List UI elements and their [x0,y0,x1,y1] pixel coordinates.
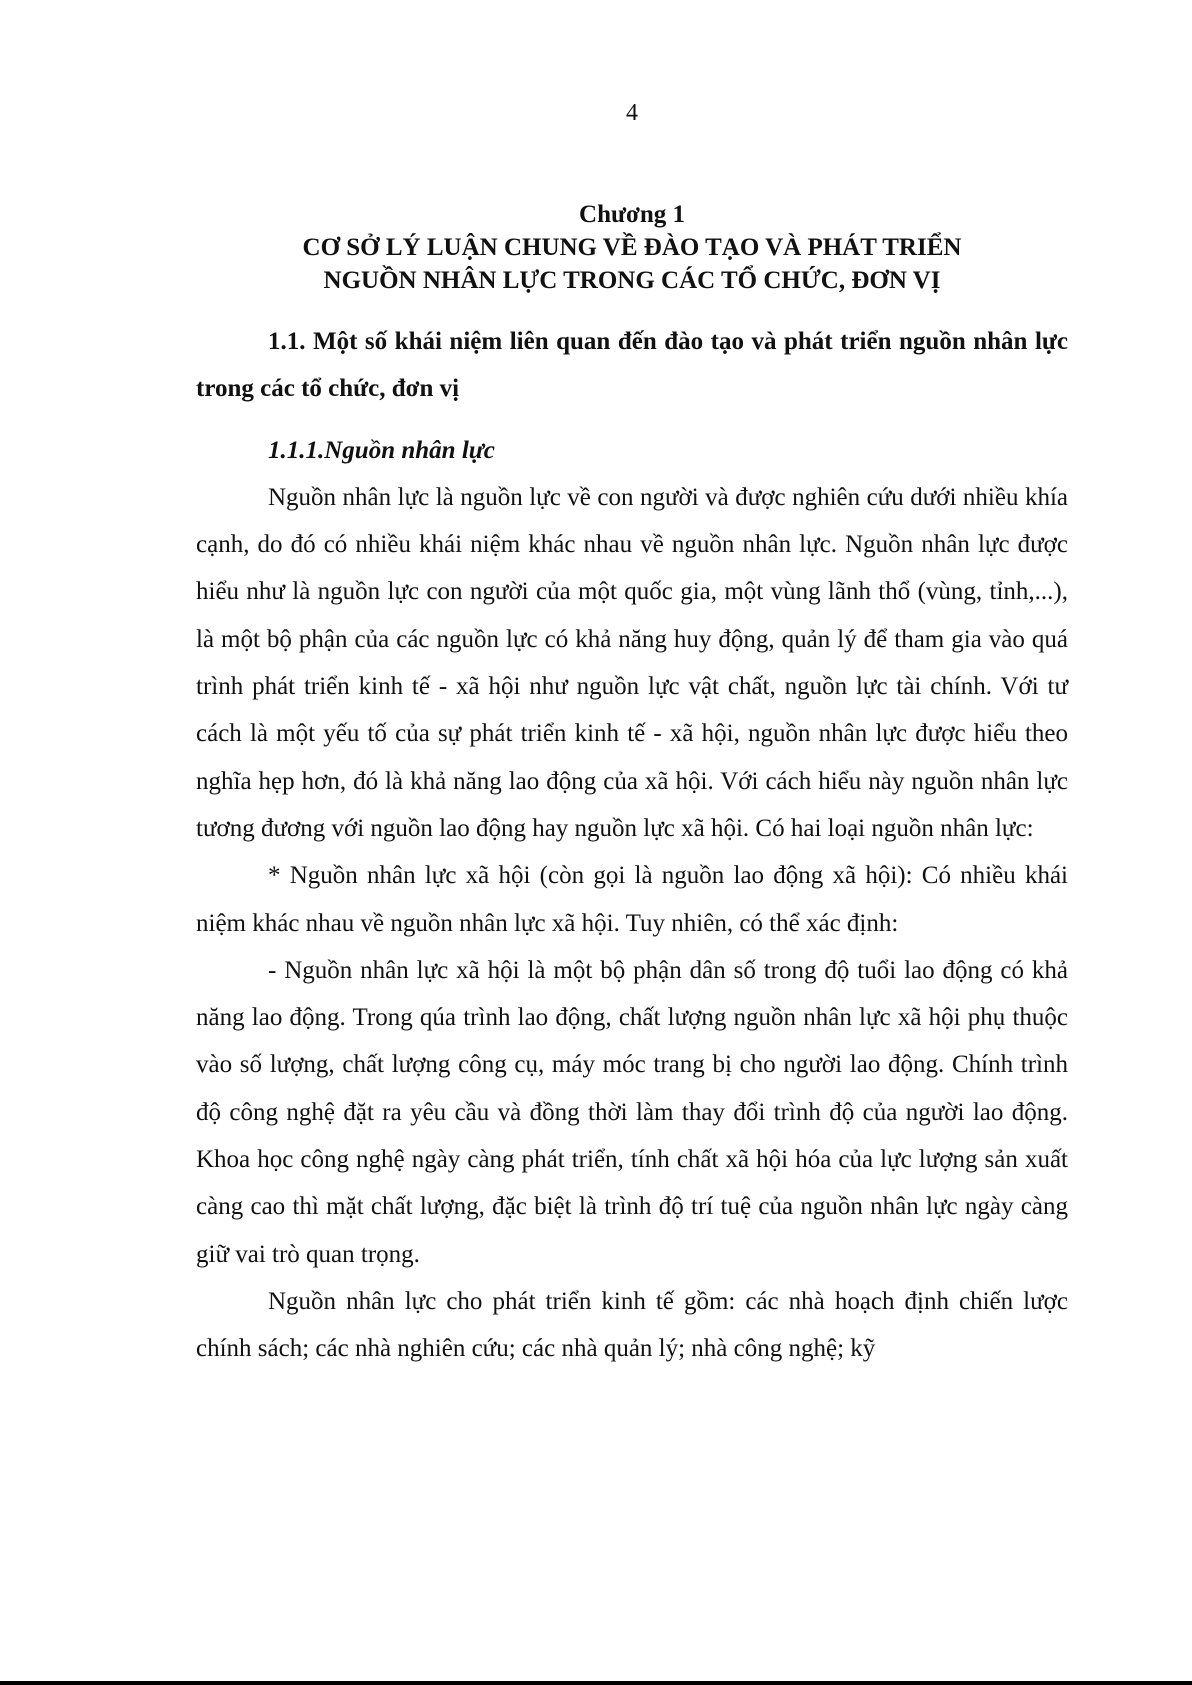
paragraph: - Nguồn nhân lực xã hội là một bộ phận dân số trong độ tuổi lao động có khả năng lao động. Trong qúa trình lao động, chất lượng nguồn nhân lực xã hội phụ thuộc vào số lượng, chất lượng công cụ, máy móc trang bị cho người lao động. Chính trình độ công nghệ đặt ra yêu cầu và đồng thời làm thay đổi trình độ của người lao động. Khoa học công nghệ ngày càng phát triển, tính chất xã hội hóa của lực lượng sản xuất càng cao thì mặt chất lượng, đặc biệt là trình độ trí tuệ của nguồn nhân lực ngày càng giữ vai trò quan trọng. [196,956,1068,1268]
page-bottom-border [0,1681,1192,1685]
chapter-label: Chương 1 [579,201,685,228]
chapter-title-line-1: CƠ SỞ LÝ LUẬN CHUNG VỀ ĐÀO TẠO VÀ PHÁT TRIỂN [302,234,962,261]
paragraph: * Nguồn nhân lực xã hội (còn gọi là nguồn lao động xã hội): Có nhiều khái niệm khác nhau về nguồn nhân lực xã hội. Tuy nhiên, có thể xác định: [196,862,1068,937]
paragraph: Nguồn nhân lực cho phát triển kinh tế gồm: các nhà hoạch định chiến lược chính sách; các nhà nghiên cứu; các nhà quản lý; nhà công nghệ; kỹ [196,1287,1068,1363]
page-number: 4 [626,100,638,126]
chapter-heading [196,198,1068,297]
document-body [196,318,1068,1373]
section-heading: 1.1. Một số khái niệm liên quan đến đào tạo và phát triển nguồn nhân lực trong các tổ chức, đơn vị [196,328,1068,403]
subsection-heading: 1.1.1.Nguồn nhân lực [268,436,495,464]
paragraph: Nguồn nhân lực là nguồn lực về con người và được nghiên cứu dưới nhiều khía cạnh, do đó có nhiều khái niệm khác nhau về nguồn nhân lực. Nguồn nhân lực được hiểu như là nguồn lực con người của một quốc gia, một vùng lãnh thổ (vùng, tỉnh,...), là một bộ phận của các nguồn lực có khả năng huy động, quản lý để tham gia vào quá trình phát triển kinh tế - xã hội như nguồn lực vật chất, nguồn lực tài chính. Với tư cách là một yếu tố của sự phát triển kinh tế - xã hội, nguồn nhân lực được hiểu theo nghĩa hẹp hơn, đó là khả năng lao động của xã hội. Với cách hiểu này nguồn nhân lực tương đương với nguồn lao động hay nguồn lực xã hội. Có hai loại nguồn nhân lực: [196,483,1068,842]
chapter-title-line-2: NGUỒN NHÂN LỰC TRONG CÁC TỔ CHỨC, ĐƠN VỊ [323,267,941,294]
